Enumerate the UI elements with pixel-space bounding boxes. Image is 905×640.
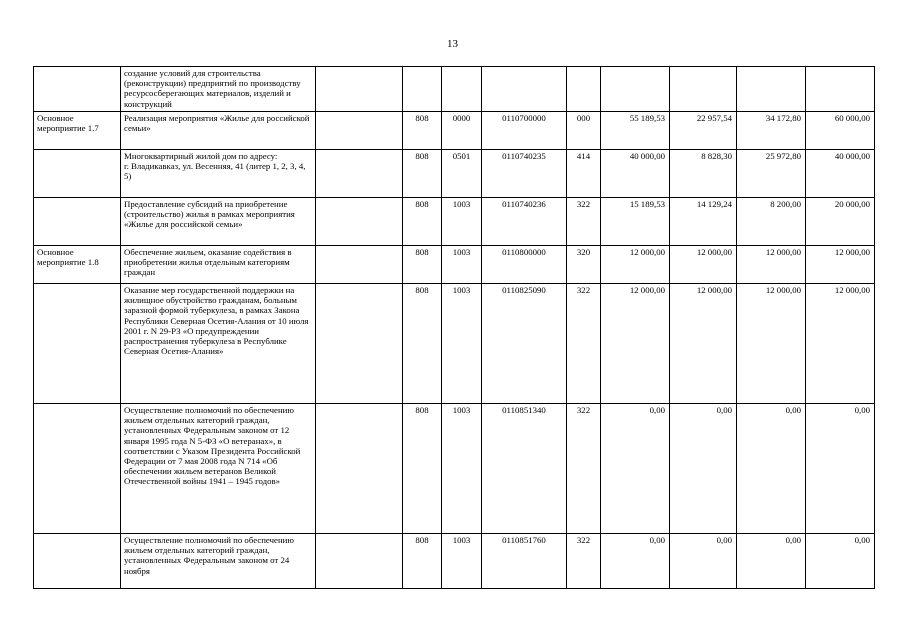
expense-type-cell: 320 xyxy=(567,246,601,284)
measure-name-cell: Многоквартирный жилой дом по адресу: г. Владикавказ, ул. Весенняя, 41 (литер 1, 2, 3, 4, 5) xyxy=(121,150,316,198)
section-code-cell: 1003 xyxy=(442,534,482,589)
grbs-cell: 808 xyxy=(403,534,442,589)
empty-cell xyxy=(316,67,403,112)
grbs-cell: 808 xyxy=(403,112,442,150)
measure-name-cell: создание условий для строительства (реконструкции) предприятий по производству ресурсосберегающих материалов, изделий и конструкций xyxy=(121,67,316,112)
grbs-cell xyxy=(403,67,442,112)
target-article-cell: 0110851760 xyxy=(482,534,567,589)
measure-name-cell: Реализация мероприятия «Жилье для российской семьи» xyxy=(121,112,316,150)
table-row xyxy=(34,198,875,246)
value-cell-3: 8 200,00 xyxy=(737,198,806,246)
table-row xyxy=(34,67,875,112)
target-article-cell: 0110740236 xyxy=(482,198,567,246)
measure-name-cell: Оказание мер государственной поддержки на жилищное обустройство гражданам, больным заразной формой туберкулеза, в рамках Закона Республики Северная Осетия-Алания от 10 июля 2001 г. N 29-РЗ «О предупреждении распространения туберкулеза в Республике Северная Осетия-Алания» xyxy=(121,284,316,404)
value-cell-4 xyxy=(806,67,875,112)
value-cell-1: 12 000,00 xyxy=(601,246,670,284)
value-cell-4: 20 000,00 xyxy=(806,198,875,246)
grbs-cell: 808 xyxy=(403,246,442,284)
value-cell-4: 40 000,00 xyxy=(806,150,875,198)
value-cell-2: 22 957,54 xyxy=(670,112,737,150)
measure-label-cell xyxy=(34,67,121,112)
table-row xyxy=(34,112,875,150)
empty-cell xyxy=(316,534,403,589)
measure-label-cell xyxy=(34,198,121,246)
measure-label-cell: Основное мероприятие 1.7 xyxy=(34,112,121,150)
target-article-cell: 0110825090 xyxy=(482,284,567,404)
target-article-cell: 0110740235 xyxy=(482,150,567,198)
table-row xyxy=(34,284,875,404)
value-cell-3: 25 972,80 xyxy=(737,150,806,198)
table-row xyxy=(34,534,875,589)
expense-type-cell: 000 xyxy=(567,112,601,150)
value-cell-3: 0,00 xyxy=(737,534,806,589)
grbs-cell: 808 xyxy=(403,150,442,198)
section-code-cell: 1003 xyxy=(442,284,482,404)
value-cell-2: 12 000,00 xyxy=(670,284,737,404)
table-row xyxy=(34,246,875,284)
value-cell-2: 8 828,30 xyxy=(670,150,737,198)
value-cell-2: 12 000,00 xyxy=(670,246,737,284)
table-row xyxy=(34,404,875,534)
value-cell-2 xyxy=(670,67,737,112)
section-code-cell: 1003 xyxy=(442,198,482,246)
value-cell-4: 12 000,00 xyxy=(806,246,875,284)
target-article-cell: 0110800000 xyxy=(482,246,567,284)
value-cell-1: 0,00 xyxy=(601,404,670,534)
measure-label-cell xyxy=(34,150,121,198)
value-cell-3: 0,00 xyxy=(737,404,806,534)
measure-label-cell xyxy=(34,404,121,534)
empty-cell xyxy=(316,246,403,284)
measure-name-cell: Предоставление субсидий на приобретение (строительство) жилья в рамках мероприятия «Жилье для российской семьи» xyxy=(121,198,316,246)
value-cell-4: 0,00 xyxy=(806,534,875,589)
measure-label-cell xyxy=(34,284,121,404)
value-cell-3: 12 000,00 xyxy=(737,284,806,404)
empty-cell xyxy=(316,198,403,246)
value-cell-4: 60 000,00 xyxy=(806,112,875,150)
value-cell-3: 34 172,80 xyxy=(737,112,806,150)
value-cell-2: 14 129,24 xyxy=(670,198,737,246)
empty-cell xyxy=(316,150,403,198)
section-code-cell: 0501 xyxy=(442,150,482,198)
expense-type-cell: 322 xyxy=(567,534,601,589)
target-article-cell: 0110700000 xyxy=(482,112,567,150)
expense-type-cell: 322 xyxy=(567,284,601,404)
value-cell-1: 0,00 xyxy=(601,534,670,589)
value-cell-1: 40 000,00 xyxy=(601,150,670,198)
value-cell-4: 0,00 xyxy=(806,404,875,534)
grbs-cell: 808 xyxy=(403,284,442,404)
measure-name-cell: Обеспечение жильем, оказание содействия в приобретении жилья отдельным категориям граждан xyxy=(121,246,316,284)
target-article-cell: 0110851340 xyxy=(482,404,567,534)
section-code-cell: 1003 xyxy=(442,246,482,284)
empty-cell xyxy=(316,284,403,404)
expense-type-cell xyxy=(567,67,601,112)
budget-table xyxy=(33,66,875,589)
section-code-cell xyxy=(442,67,482,112)
value-cell-1: 15 189,53 xyxy=(601,198,670,246)
expense-type-cell: 414 xyxy=(567,150,601,198)
grbs-cell: 808 xyxy=(403,404,442,534)
expense-type-cell: 322 xyxy=(567,198,601,246)
empty-cell xyxy=(316,112,403,150)
measure-label-cell xyxy=(34,534,121,589)
value-cell-4: 12 000,00 xyxy=(806,284,875,404)
value-cell-1 xyxy=(601,67,670,112)
empty-cell xyxy=(316,404,403,534)
measure-name-cell: Осуществление полномочий по обеспечению жильем отдельных категорий граждан, установленных Федеральным законом от 12 января 1995 года N 5-ФЗ «О ветеранах», в соответствии с Указом Президента Российской Федерации от 7 мая 2008 года N 714 «Об обеспечении жильем ветеранов Великой Отечественной войны 1941 – 1945 годов» xyxy=(121,404,316,534)
value-cell-3: 12 000,00 xyxy=(737,246,806,284)
target-article-cell xyxy=(482,67,567,112)
expense-type-cell: 322 xyxy=(567,404,601,534)
section-code-cell: 0000 xyxy=(442,112,482,150)
value-cell-3 xyxy=(737,67,806,112)
table-row xyxy=(34,150,875,198)
value-cell-2: 0,00 xyxy=(670,534,737,589)
table-body xyxy=(34,67,875,589)
value-cell-1: 55 189,53 xyxy=(601,112,670,150)
value-cell-2: 0,00 xyxy=(670,404,737,534)
measure-name-cell: Осуществление полномочий по обеспечению жильем отдельных категорий граждан, установленных Федеральным законом от 24 ноября xyxy=(121,534,316,589)
measure-label-cell: Основное мероприятие 1.8 xyxy=(34,246,121,284)
section-code-cell: 1003 xyxy=(442,404,482,534)
page-number: 13 xyxy=(447,38,458,50)
value-cell-1: 12 000,00 xyxy=(601,284,670,404)
grbs-cell: 808 xyxy=(403,198,442,246)
